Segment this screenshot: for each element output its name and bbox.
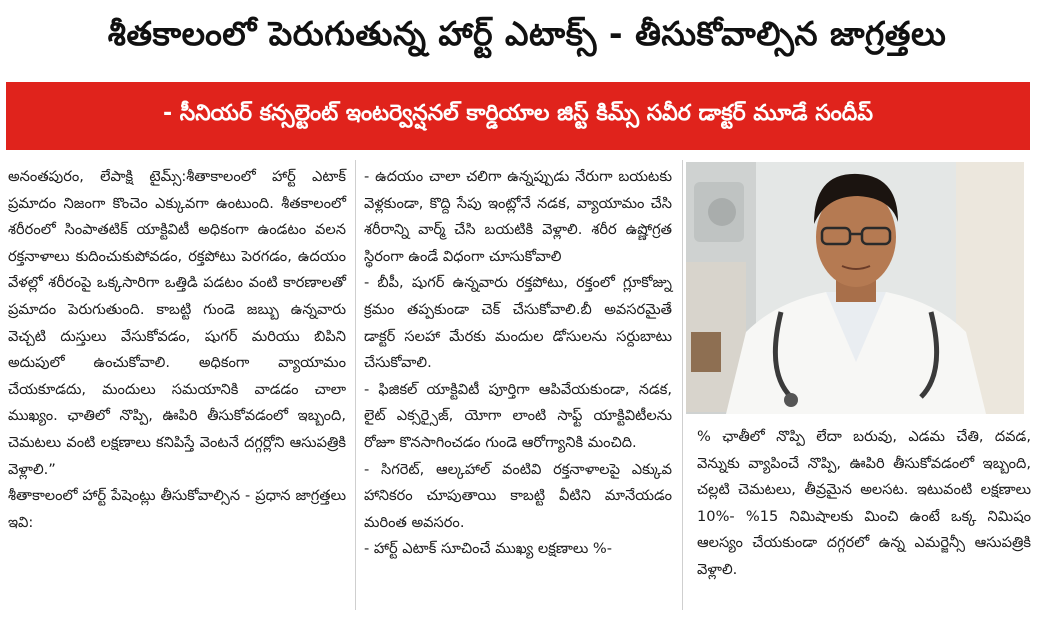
paragraph: - బీపీ, షుగర్ ఉన్నవారు రక్తపోటు, రక్తంలో గ్లూకోజ్ను క్రమం తప్పకుండా చెక్ చేసుకోవాలి.బీ అవసరమైతే డాక్టర్ సలహా మేరకు మందుల డోసులను సర్దుబాటు చేసుకోవాలి. [364, 274, 672, 372]
paragraph: అనంతపురం, లేపాక్షి టైమ్స్:శీతాకాలంలో హార్ట్ ఎటాక్ ప్రమాదం నిజంగా కొంచెం ఎక్కువగా ఉంటుంది. శీతకాలంలో శరీరంలో సింపాతటిక్ యాక్టివిటీ అధికంగా ఉండటం వలన రక్తనాళాలు కుదించుకుపోవడం, రక్తపోటు పెరగడం, ఉదయం వేళల్లో శరీరంపై ఒక్కసారిగా ఒత్తిడి పడటం వంటి కారణాలతో ప్రమాదం పెరుగుతుంది. కాబట్టి గుండె జబ్బు ఉన్నవారు వెచ్చటి దుస్తులు వేసుకోవడం, షుగర్ మరియు బిపిని అదుపులో ఉంచుకోవాలి. అధికంగా వ్యాయామం చేయకూడదు, మందులు సమయానికి వాడడం చాలా ముఖ్యం. ఛాతిలో నొప్పి, ఊపిరి తీసుకోవడంలో ఇబ్బంది, చెమటలు వంటి లక్షణాలు కనిపిస్తే వెంటనే దగ్గర్లోని ఆసుపత్రికి వెళ్లాలి.” [8, 168, 346, 478]
doctor-portrait-illustration [686, 162, 1024, 414]
paragraph: - సిగరెట్, ఆల్కహాల్ వంటివి రక్తనాళాలపై ఎక్కువ హానికరం చూపుతాయి కాబట్టి వీటిని మానేయడం మరింత అవసరం. [364, 460, 672, 531]
headline: శీతకాలంలో పెరుగుతున్న హార్ట్ ఎటాక్స్ - తీసుకోవాల్సిన జాగ్రత్తలు [107, 13, 947, 53]
column-divider [682, 160, 683, 610]
paragraph: శీతాకాలంలో హార్ట్ పేషెంట్లు తీసుకోవాల్సిన - ప్రధాన జాగ్రత్తలు ఇవి: [8, 487, 346, 531]
doctor-photo [686, 162, 1024, 414]
article-column-1 [8, 164, 346, 536]
article-column-3 [697, 424, 1031, 584]
subheadline-banner [6, 82, 1030, 150]
paragraph: - ఉదయం చాలా చలిగా ఉన్నప్పుడు నేరుగా బయటకు వెళ్లకుండా, కొద్ది సేపు ఇంట్లోనే నడక, వ్యాయామం చేసి శరీరాన్ని వార్మ్ చేసి బయటికి వెళ్లాలి. శరీర ఉష్ణోగ్రత స్థిరంగా ఉండే విధంగా చూసుకోవాలి [364, 168, 672, 265]
article-column-2 [364, 164, 672, 563]
paragraph: % ఛాతీలో నొప్పి లేదా బరువు, ఎడమ చేతి, దవడ, వెన్నుకు వ్యాపించే నొప్పి, ఊపిరి తీసుకోవడంలో ఇబ్బంది, చల్లటి చెమటలు, తీవ్రమైన అలసట. ఇటువంటి లక్షణాలు 10%- %15 నిమిషాలకు మించి ఉంటే ఒక్క నిమిషం ఆలస్యం చేయకుండా దగ్గరలో ఉన్న ఎమర్జెన్సీ ఆసుపత్రికి వెళ్లాలి. [697, 428, 1031, 578]
subheadline: - సీనియర్ కన్సల్టెంట్ ఇంటర్వెన్షనల్ కార్డియాల జిస్ట్ కిమ్స్ సవీర డాక్టర్ మూడే సందీప్ [163, 101, 873, 126]
paragraph: - హార్ట్ ఎటాక్ సూచించే ముఖ్య లక్షణాలు %- [364, 540, 613, 558]
column-divider [355, 160, 356, 610]
paragraph: - ఫిజికల్ యాక్టివిటీ పూర్తిగా ఆపివేయకుండా, నడక, లైట్ ఎక్సర్సైజ్, యోగా లాంటి సాఫ్ట్ యాక్టివిటీలను రోజూ కొనసాగించడం గుండె ఆరోగ్యానికి మంచిది. [364, 380, 672, 451]
